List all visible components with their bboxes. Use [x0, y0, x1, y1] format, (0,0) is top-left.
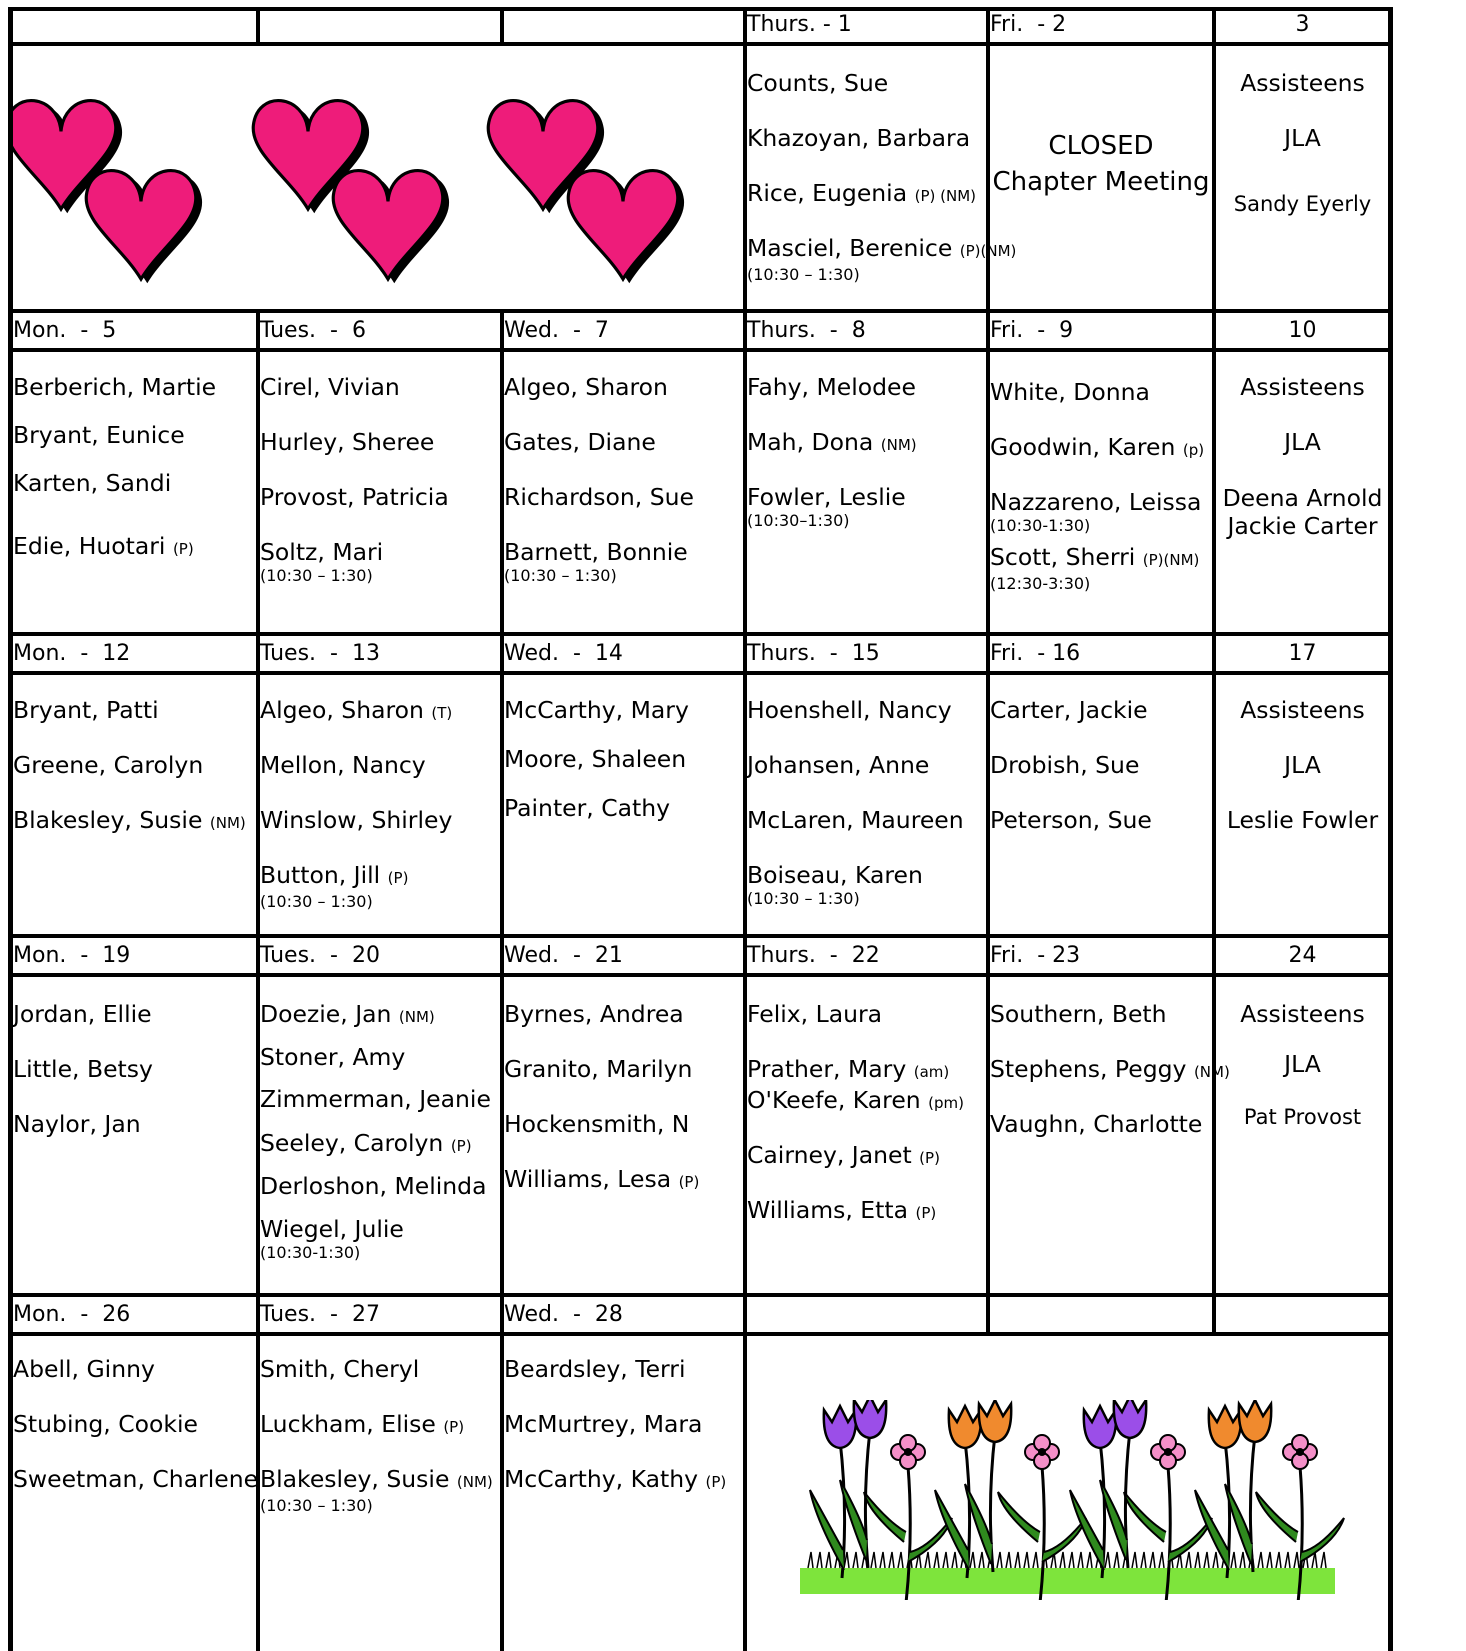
volunteer-entry — [504, 794, 670, 822]
volunteer-entry — [260, 751, 426, 779]
volunteer-name: Cairney, Janet — [747, 1141, 912, 1169]
volunteer-name: McCarthy, Mary — [504, 696, 689, 724]
tulip-icon — [935, 1406, 981, 1578]
day-header: Fri. - 9 — [990, 318, 1074, 343]
volunteer-name: Zimmerman, Jeanie — [260, 1085, 491, 1113]
volunteer-entry — [260, 1085, 491, 1113]
grid-line — [9, 632, 1393, 636]
day-header: Fri. - 23 — [990, 943, 1081, 968]
volunteer-name: Hurley, Sheree — [260, 428, 435, 456]
volunteer-tag: (NM) — [880, 436, 917, 454]
volunteer-name: Vaughn, Charlotte — [990, 1110, 1203, 1138]
volunteer-tag: (P) — [678, 1173, 700, 1191]
volunteer-name: Peterson, Sue — [990, 806, 1152, 834]
volunteer-name: Edie, Huotari — [13, 532, 166, 560]
volunteer-entry — [990, 543, 1199, 593]
volunteer-tag: (P)(NM) — [1142, 551, 1200, 569]
day-header: Mon. - 5 — [13, 318, 117, 343]
double-heart-icon — [13, 101, 202, 284]
volunteer-entry — [747, 1000, 882, 1028]
volunteer-entry — [13, 1465, 258, 1493]
volunteer-name: Stoner, Amy — [260, 1043, 406, 1071]
volunteer-name: Rice, Eugenia — [747, 179, 908, 207]
volunteer-name: Scott, Sherri — [990, 543, 1136, 571]
volunteer-name: Boiseau, Karen — [747, 861, 923, 889]
volunteer-entry — [13, 1355, 155, 1383]
volunteer-name: Granito, Marilyn — [504, 1055, 693, 1083]
volunteer-entry — [260, 428, 434, 456]
volunteer-entry — [13, 751, 203, 779]
volunteer-entry — [990, 696, 1148, 724]
saturday-line: Pat Provost — [1243, 1105, 1362, 1129]
chapter-meeting-label: Chapter Meeting — [992, 167, 1210, 197]
volunteer-tag: (P)(NM) — [959, 242, 1017, 260]
volunteer-name: Naylor, Jan — [13, 1110, 141, 1138]
volunteer-tag: (pm) — [928, 1094, 965, 1112]
volunteer-entry — [747, 1055, 949, 1086]
volunteer-entry — [747, 861, 923, 908]
volunteer-tag: (P) — [919, 1149, 940, 1167]
shift-time: (10:30-1:30) — [990, 516, 1091, 535]
volunteer-entry — [260, 1000, 435, 1031]
shift-time: (10:30 – 1:30) — [504, 566, 617, 585]
volunteer-name: Bryant, Patti — [13, 696, 159, 724]
volunteer-name: Hoenshell, Nancy — [747, 696, 952, 724]
double-heart-icon — [253, 101, 449, 284]
volunteer-entry — [990, 751, 1139, 779]
volunteer-entry — [504, 1410, 702, 1438]
volunteer-entry — [504, 1465, 726, 1496]
day-header: Fri. - 2 — [990, 12, 1067, 37]
volunteer-name: Algeo, Sharon — [260, 696, 424, 724]
volunteer-name: Button, Jill — [260, 861, 381, 889]
volunteer-entry — [260, 1043, 405, 1071]
saturday-line: Sandy Eyerly — [1233, 192, 1372, 216]
volunteer-entry — [990, 1000, 1167, 1028]
volunteer-name: Moore, Shaleen — [504, 745, 687, 773]
volunteer-name: Blakesley, Susie — [13, 806, 203, 834]
volunteer-tag: (NM) — [1193, 1063, 1230, 1081]
volunteer-tag: (T) — [431, 704, 453, 722]
grid-line — [9, 348, 1393, 352]
volunteer-entry — [504, 538, 688, 585]
day-header: 17 — [1288, 641, 1317, 666]
volunteer-name: Drobish, Sue — [990, 751, 1140, 779]
grid-line — [9, 1293, 1393, 1297]
day-header: Tues. - 6 — [260, 318, 366, 343]
saturday-line: JLA — [1284, 751, 1321, 779]
volunteer-name: Barnett, Bonnie — [504, 538, 688, 566]
volunteer-name: Provost, Patricia — [260, 483, 449, 511]
volunteer-entry — [990, 806, 1152, 834]
volunteer-entry — [747, 696, 952, 724]
saturday-line: Assisteens — [1240, 373, 1365, 401]
volunteer-entry — [747, 179, 976, 210]
volunteer-name: Stephens, Peggy — [990, 1055, 1187, 1083]
volunteer-entry — [504, 1055, 692, 1083]
volunteer-entry — [260, 1215, 404, 1262]
volunteer-entry — [747, 751, 929, 779]
volunteer-entry — [260, 1355, 419, 1383]
grid-line — [986, 1295, 990, 1334]
volunteer-entry — [260, 1172, 486, 1200]
volunteer-name: White, Donna — [990, 378, 1150, 406]
volunteer-entry — [260, 538, 383, 585]
day-header: Mon. - 19 — [13, 943, 131, 968]
volunteer-name: Painter, Cathy — [504, 794, 671, 822]
saturday-line: JLA — [1284, 1050, 1321, 1078]
day-header: Wed. - 7 — [504, 318, 609, 343]
volunteer-name: Byrnes, Andrea — [504, 1000, 684, 1028]
volunteer-entry — [747, 806, 964, 834]
volunteer-name: Williams, Lesa — [504, 1165, 672, 1193]
shift-time: (12:30-3:30) — [990, 574, 1091, 593]
volunteer-name: O'Keefe, Karen — [747, 1086, 921, 1114]
grid-line — [9, 42, 1393, 46]
day-header: Mon. - 26 — [13, 1302, 131, 1327]
volunteer-entry — [504, 1355, 685, 1383]
volunteer-entry — [504, 483, 694, 511]
day-header: Thurs. - 15 — [747, 641, 880, 666]
volunteer-name: Little, Betsy — [13, 1055, 153, 1083]
volunteer-name: Masciel, Berenice — [747, 234, 953, 262]
volunteer-name: Richardson, Sue — [504, 483, 694, 511]
volunteer-name: McMurtrey, Mara — [504, 1410, 703, 1438]
saturday-line: Deena Arnold — [1222, 484, 1383, 512]
volunteer-name: Counts, Sue — [747, 69, 889, 97]
volunteer-entry — [990, 433, 1204, 464]
day-header: Wed. - 21 — [504, 943, 623, 968]
tulip-garden-decoration — [800, 1400, 1360, 1600]
hearts-decoration — [13, 50, 775, 310]
volunteer-name: Jordan, Ellie — [13, 1000, 152, 1028]
grid-line — [743, 1334, 747, 1651]
grass-strip — [800, 1568, 1335, 1594]
volunteer-entry — [260, 806, 452, 834]
volunteer-entry — [13, 696, 159, 724]
volunteer-entry — [747, 428, 917, 459]
volunteer-name: Wiegel, Julie — [260, 1215, 404, 1243]
volunteer-name: Prather, Mary — [747, 1055, 907, 1083]
grid-line — [9, 7, 1393, 11]
volunteer-name: Beardsley, Terri — [504, 1355, 686, 1383]
volunteer-entry — [504, 428, 656, 456]
day-header: 3 — [1295, 12, 1310, 37]
shift-time: (10:30-1:30) — [260, 1243, 361, 1262]
volunteer-name: McLaren, Maureen — [747, 806, 964, 834]
volunteer-tag: (P) — [705, 1473, 727, 1491]
volunteer-entry — [747, 483, 906, 530]
volunteer-name: Nazzareno, Leissa — [990, 488, 1202, 516]
volunteer-name: Seeley, Carolyn — [260, 1129, 444, 1157]
volunteer-tag: (P) — [443, 1418, 465, 1436]
volunteer-entry — [747, 1086, 964, 1117]
day-header: 24 — [1288, 943, 1317, 968]
volunteer-name: Mah, Dona — [747, 428, 874, 456]
volunteer-entry — [13, 373, 216, 401]
volunteer-name: Southern, Beth — [990, 1000, 1167, 1028]
volunteer-name: Doezie, Jan — [260, 1000, 392, 1028]
volunteer-name: McCarthy, Kathy — [504, 1465, 699, 1493]
grid-line — [500, 9, 504, 44]
grid-line — [256, 9, 260, 44]
volunteer-tag: (P) — [450, 1137, 472, 1155]
saturday-line: Assisteens — [1240, 69, 1365, 97]
volunteer-entry — [13, 1410, 198, 1438]
volunteer-name: Fowler, Leslie — [747, 483, 906, 511]
volunteer-name: Greene, Carolyn — [13, 751, 204, 779]
volunteer-tag: (am) — [913, 1063, 950, 1081]
volunteer-entry — [504, 373, 668, 401]
volunteer-entry — [747, 234, 1016, 284]
day-header: Wed. - 28 — [504, 1302, 623, 1327]
volunteer-name: Derloshon, Melinda — [260, 1172, 487, 1200]
volunteer-entry — [747, 124, 970, 152]
volunteer-entry — [13, 1000, 152, 1028]
volunteer-entry — [260, 1129, 472, 1160]
grid-line — [9, 934, 1393, 938]
volunteer-entry — [13, 806, 246, 837]
day-header: Wed. - 14 — [504, 641, 623, 666]
volunteer-tag: (P) — [915, 1204, 937, 1222]
volunteer-name: Luckham, Elise — [260, 1410, 436, 1438]
tulip-icon — [1070, 1406, 1116, 1578]
volunteer-entry — [504, 745, 686, 773]
volunteer-entry — [260, 1410, 464, 1441]
shift-time: (10:30 – 1:30) — [747, 889, 860, 908]
volunteer-name: Blakesley, Susie — [260, 1465, 450, 1493]
volunteer-name: Williams, Etta — [747, 1196, 908, 1224]
volunteer-entry — [747, 1196, 936, 1227]
volunteer-name: Mellon, Nancy — [260, 751, 426, 779]
volunteer-name: Gates, Diane — [504, 428, 656, 456]
saturday-line: JLA — [1284, 428, 1321, 456]
volunteer-name: Karten, Sandi — [13, 469, 172, 497]
volunteer-entry — [260, 696, 452, 727]
shift-time: (10:30 – 1:30) — [747, 265, 860, 284]
day-header: Tues. - 13 — [260, 641, 380, 666]
shift-time: (10:30 – 1:30) — [260, 566, 373, 585]
saturday-line: Assisteens — [1240, 696, 1365, 724]
volunteer-tag: (p) — [1182, 441, 1205, 459]
volunteer-entry — [13, 532, 194, 563]
shift-time: (10:30 – 1:30) — [260, 892, 373, 911]
volunteer-entry — [13, 421, 185, 449]
volunteer-name: Sweetman, Charlene — [13, 1465, 259, 1493]
tulip-icon — [810, 1406, 856, 1578]
shift-time: (10:30 – 1:30) — [260, 1496, 373, 1515]
volunteer-name: Winslow, Shirley — [260, 806, 453, 834]
volunteer-entry — [504, 1000, 684, 1028]
grid-line — [9, 671, 1393, 675]
volunteer-name: Algeo, Sharon — [504, 373, 668, 401]
saturday-line: JLA — [1284, 124, 1321, 152]
saturday-line: Jackie Carter — [1227, 512, 1378, 540]
saturday-line: Leslie Fowler — [1226, 806, 1379, 834]
volunteer-name: Goodwin, Karen — [990, 433, 1176, 461]
volunteer-entry — [747, 69, 888, 97]
volunteer-name: Hockensmith, N — [504, 1110, 690, 1138]
grid-line — [1212, 1295, 1216, 1334]
volunteer-entry — [260, 373, 400, 401]
volunteer-name: Khazoyan, Barbara — [747, 124, 971, 152]
volunteer-name: Carter, Jackie — [990, 696, 1148, 724]
saturday-line: Assisteens — [1240, 1000, 1365, 1028]
volunteer-entry — [13, 1055, 153, 1083]
volunteer-entry — [747, 1141, 940, 1172]
volunteer-name: Bryant, Eunice — [13, 421, 185, 449]
volunteer-entry — [504, 1110, 689, 1138]
volunteer-tag: (NM) — [209, 814, 246, 832]
volunteer-entry — [990, 488, 1201, 535]
grid-line — [9, 1332, 1393, 1336]
volunteer-entry — [747, 373, 916, 401]
day-header: Thurs. - 8 — [747, 318, 866, 343]
volunteer-entry — [504, 696, 689, 724]
volunteer-entry — [990, 378, 1150, 406]
day-header: Thurs. - 1 — [747, 12, 852, 37]
volunteer-entry — [260, 861, 408, 911]
volunteer-tag: (P) — [387, 869, 409, 887]
day-header: Tues. - 20 — [260, 943, 380, 968]
volunteer-entry — [990, 1110, 1202, 1138]
volunteer-entry — [260, 1465, 493, 1515]
volunteer-tag: (NM) — [456, 1473, 493, 1491]
volunteer-name: Felix, Laura — [747, 1000, 883, 1028]
grid-line — [743, 1295, 747, 1334]
day-header: 10 — [1288, 318, 1317, 343]
volunteer-entry — [504, 1165, 699, 1196]
volunteer-name: Stubing, Cookie — [13, 1410, 198, 1438]
volunteer-name: Smith, Cheryl — [260, 1355, 420, 1383]
day-header: Tues. - 27 — [260, 1302, 380, 1327]
volunteer-entry — [260, 483, 449, 511]
volunteer-name: Fahy, Melodee — [747, 373, 916, 401]
volunteer-name: Soltz, Mari — [260, 538, 384, 566]
volunteer-name: Cirel, Vivian — [260, 373, 400, 401]
volunteer-entry — [13, 1110, 141, 1138]
day-header: Mon. - 12 — [13, 641, 131, 666]
volunteer-name: Johansen, Anne — [747, 751, 930, 779]
volunteer-name: Abell, Ginny — [13, 1355, 155, 1383]
grid-line — [9, 973, 1393, 977]
volunteer-entry — [13, 469, 171, 497]
volunteer-name: Berberich, Martie — [13, 373, 217, 401]
volunteer-entry — [990, 1055, 1230, 1086]
volunteer-tag: (P) — [172, 540, 194, 558]
shift-time: (10:30–1:30) — [747, 511, 850, 530]
double-heart-icon — [488, 101, 684, 284]
day-header: Fri. - 16 — [990, 641, 1081, 666]
volunteer-tag: (P) (NM) — [914, 187, 976, 205]
closed-label: CLOSED — [1048, 131, 1154, 161]
volunteer-tag: (NM) — [398, 1008, 435, 1026]
day-header: Thurs. - 22 — [747, 943, 880, 968]
